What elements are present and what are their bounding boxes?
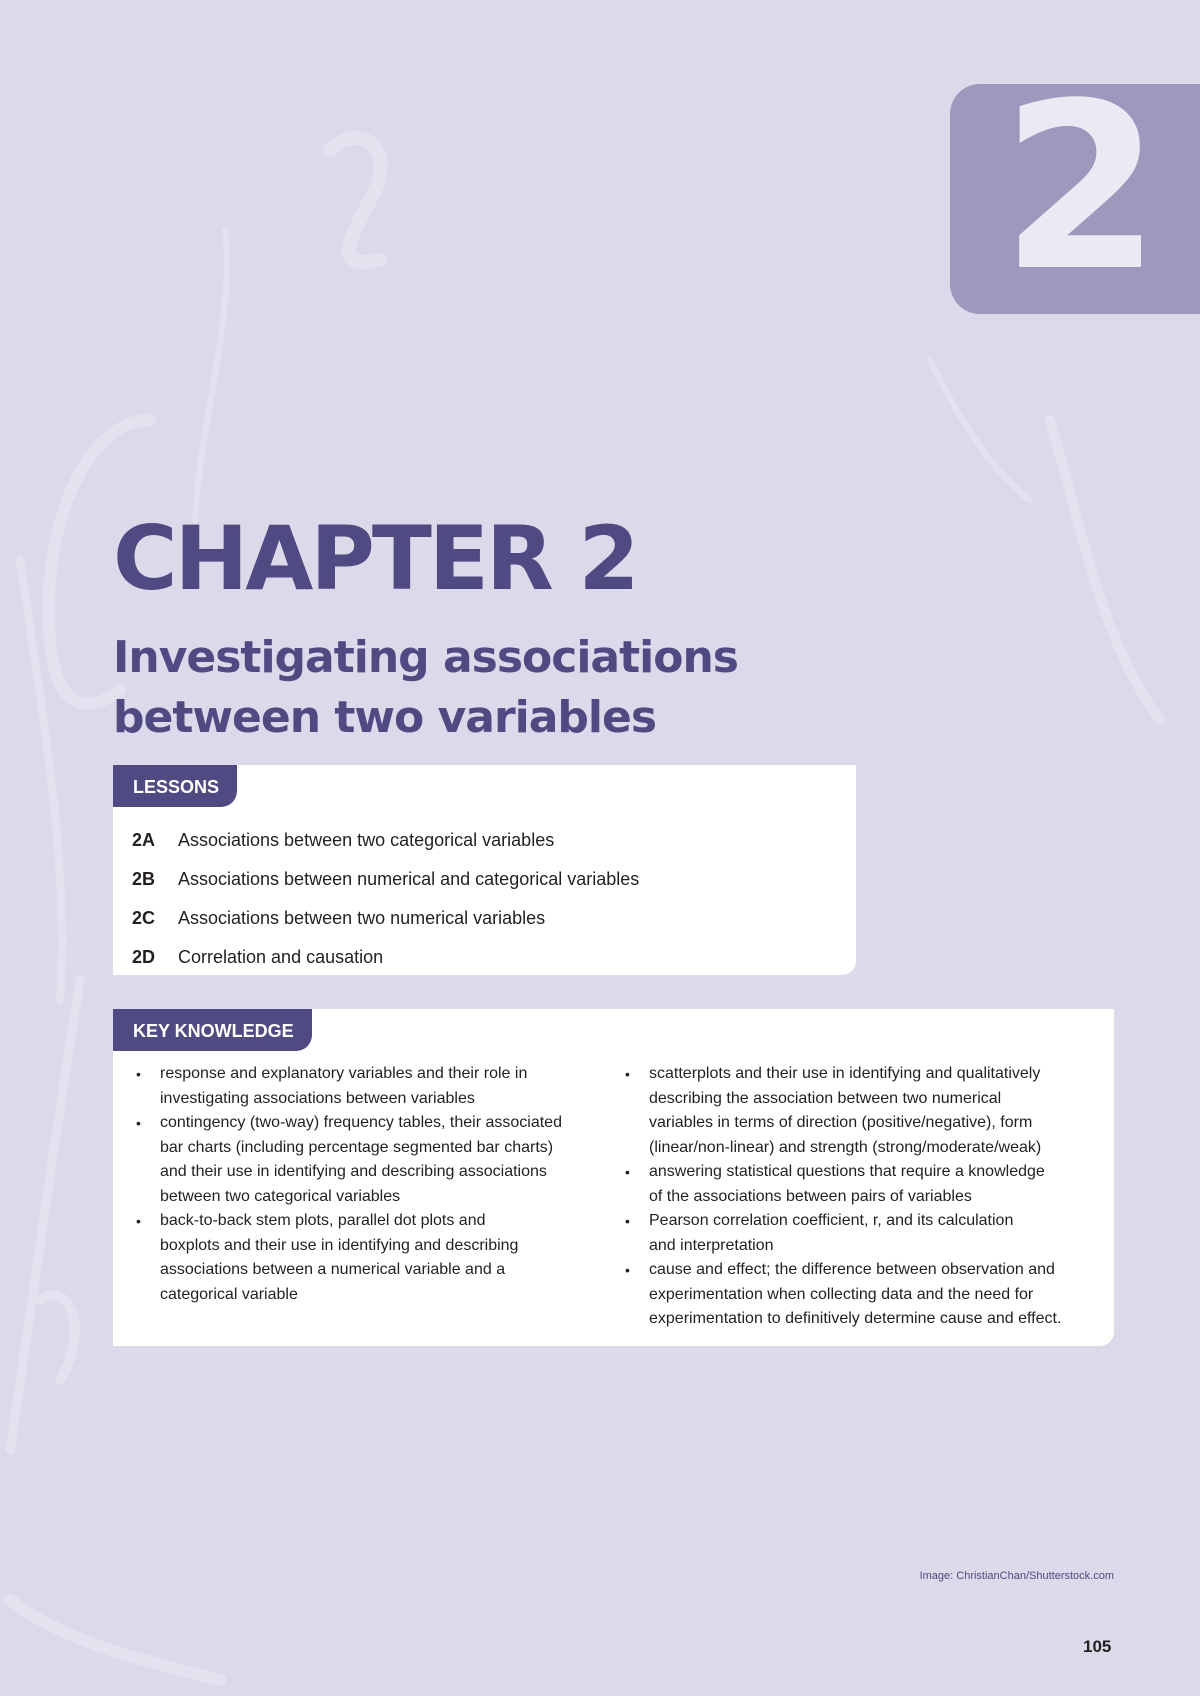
key-knowledge-line: boxplots and their use in identifying and describing: [160, 1236, 519, 1254]
key-knowledge-column-left: [134, 1062, 594, 1307]
lessons-label: LESSONS: [113, 765, 237, 807]
key-knowledge-line: experimentation to definitively determine cause and effect.: [649, 1310, 1062, 1327]
lesson-item-2c: [132, 899, 639, 938]
chapter-subtitle-line: Investigating associations: [113, 632, 738, 683]
key-knowledge-line: response and explanatory variables and their role in: [160, 1065, 528, 1082]
page-number: 105: [1083, 1637, 1112, 1656]
key-knowledge-line: cause and effect; the difference between observation and: [649, 1261, 1055, 1278]
key-knowledge-line: variables in terms of direction (positive/negative), form: [649, 1114, 1033, 1131]
bullet-icon: •: [625, 1066, 630, 1082]
key-knowledge-item: [623, 1209, 1103, 1258]
key-knowledge-line: (linear/non-linear) and strength (strong/moderate/weak): [649, 1138, 1042, 1156]
key-knowledge-item: [134, 1209, 594, 1307]
key-knowledge-line: bar charts (including percentage segmented bar charts): [160, 1138, 554, 1156]
key-knowledge-line: categorical variable: [160, 1285, 298, 1303]
key-knowledge-line: between two categorical variables: [160, 1187, 401, 1205]
chapter-subtitle-line: between two variables: [113, 692, 657, 743]
key-knowledge-line: experimentation when collecting data and the need for: [649, 1285, 1034, 1303]
key-knowledge-line: contingency (two-way) frequency tables, their associated: [160, 1114, 562, 1131]
lesson-title: Associations between two categorical variables: [178, 830, 555, 850]
key-knowledge-item: [623, 1160, 1103, 1209]
key-knowledge-line: associations between a numerical variable and a: [160, 1261, 506, 1278]
lesson-code: 2D: [132, 947, 156, 967]
chapter-subtitle: [113, 628, 813, 748]
key-knowledge-line: describing the association between two numerical: [649, 1089, 1002, 1107]
key-knowledge-item: [623, 1258, 1103, 1332]
bullet-icon: •: [136, 1213, 141, 1229]
lesson-title: Correlation and causation: [178, 947, 384, 967]
lesson-item-2d: [132, 938, 639, 977]
key-knowledge-line: back-to-back stem plots, parallel dot plots and: [160, 1212, 486, 1229]
image-credit: Image: ChristianChan/Shutterstock.com: [919, 1570, 1114, 1582]
lesson-title: Associations between numerical and categorical variables: [178, 869, 640, 889]
lessons-list: [132, 821, 639, 977]
chapter-title: CHAPTER 2: [113, 507, 637, 610]
bullet-icon: •: [625, 1262, 630, 1278]
key-knowledge-line: of the associations between pairs of variables: [649, 1187, 972, 1205]
key-knowledge-item: [134, 1062, 594, 1111]
key-knowledge-item: [134, 1111, 594, 1209]
lesson-code: 2C: [132, 908, 156, 928]
key-knowledge-line: and their use in identifying and describing associations: [160, 1163, 547, 1180]
bullet-icon: •: [625, 1213, 630, 1229]
lessons-panel: [113, 765, 856, 975]
chapter-number-tab: [950, 55, 1200, 322]
key-knowledge-item: [623, 1062, 1103, 1160]
key-knowledge-line: scatterplots and their use in identifying and qualitatively: [649, 1065, 1041, 1082]
lesson-title: Associations between two numerical variables: [178, 908, 546, 928]
lesson-code: 2A: [132, 830, 156, 850]
key-knowledge-line: and interpretation: [649, 1236, 774, 1254]
bullet-icon: •: [136, 1066, 141, 1082]
bullet-icon: •: [136, 1115, 141, 1131]
chapter-tab-number: 2: [1000, 55, 1156, 322]
key-knowledge-panel: [113, 1009, 1114, 1346]
key-knowledge-line: answering statistical questions that require a knowledge: [649, 1163, 1045, 1180]
lesson-code: 2B: [132, 869, 156, 889]
key-knowledge-column-right: [623, 1062, 1103, 1332]
bullet-icon: •: [625, 1164, 630, 1180]
key-knowledge-line: investigating associations between variables: [160, 1089, 475, 1107]
lesson-item-2a: [132, 821, 639, 860]
lesson-item-2b: [132, 860, 639, 899]
key-knowledge-label: KEY KNOWLEDGE: [113, 1009, 312, 1051]
key-knowledge-line: Pearson correlation coefficient, r, and its calculation: [649, 1212, 1014, 1229]
